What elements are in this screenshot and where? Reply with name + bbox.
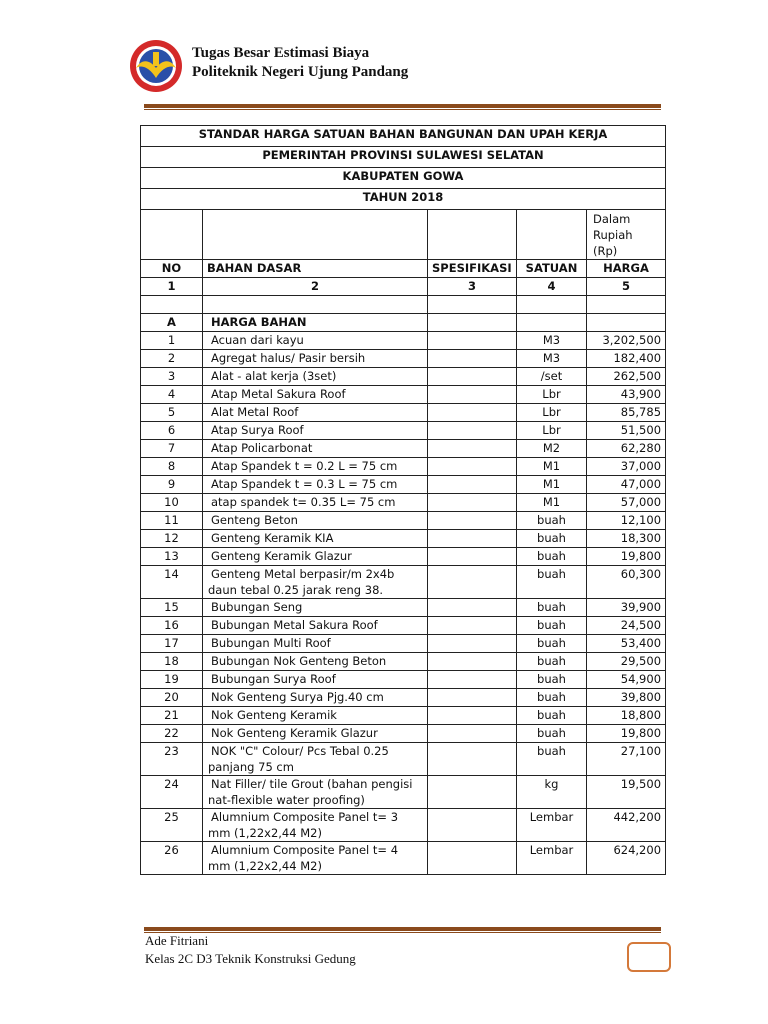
row-material-name: [203, 476, 428, 494]
header-line-1: Tugas Besar Estimasi Biaya: [192, 45, 370, 61]
row-unit: buah: [517, 707, 587, 725]
header-rule: [144, 104, 661, 108]
row-specification: [428, 842, 517, 875]
row-price: 19,800: [587, 725, 666, 743]
material-name-line: nat-flexible water proofing): [208, 793, 365, 807]
table-row: [141, 566, 666, 599]
row-price: 53,400: [587, 635, 666, 653]
material-name-line: Nok Genteng Surya Pjg.40 cm: [211, 690, 384, 704]
col-harga: HARGA: [587, 260, 666, 278]
row-no: 18: [141, 653, 203, 671]
row-unit: M3: [517, 332, 587, 350]
row-unit: buah: [517, 530, 587, 548]
row-no: 1: [141, 332, 203, 350]
row-price: 27,100: [587, 743, 666, 776]
row-unit: M1: [517, 458, 587, 476]
row-no: 3: [141, 368, 203, 386]
material-name-line: Genteng Keramik Glazur: [211, 549, 352, 563]
row-specification: [428, 707, 517, 725]
price-table: [140, 125, 666, 875]
material-name-line: Alumnium Composite Panel t= 3: [211, 810, 399, 824]
document-header: [128, 36, 668, 106]
table-subtitle-regency: KABUPATEN GOWA: [141, 168, 666, 189]
row-specification: [428, 458, 517, 476]
row-unit: buah: [517, 671, 587, 689]
col-number: 4: [517, 278, 587, 296]
row-price: 262,500: [587, 368, 666, 386]
col-number: 5: [587, 278, 666, 296]
table-row: [141, 458, 666, 476]
material-name-line: Atap Spandek t = 0.3 L = 75 cm: [211, 477, 398, 491]
row-price: 85,785: [587, 404, 666, 422]
row-no: 11: [141, 512, 203, 530]
row-unit: kg: [517, 776, 587, 809]
table-title: STANDAR HARGA SATUAN BAHAN BANGUNAN DAN UPAH KERJA: [141, 126, 666, 147]
row-material-name: [203, 386, 428, 404]
polytechnic-emblem-icon: [128, 38, 184, 94]
row-material-name: [203, 671, 428, 689]
table-row: [141, 689, 666, 707]
table-row: [141, 404, 666, 422]
row-price: 62,280: [587, 440, 666, 458]
column-header-row: [141, 260, 666, 278]
row-unit: buah: [517, 566, 587, 599]
row-material-name: [203, 635, 428, 653]
row-specification: [428, 422, 517, 440]
header-rule-thin: [144, 109, 661, 110]
row-material-name: [203, 350, 428, 368]
row-unit: buah: [517, 512, 587, 530]
row-specification: [428, 743, 517, 776]
row-unit: Lbr: [517, 404, 587, 422]
table-row: [141, 842, 666, 875]
row-no: 2: [141, 350, 203, 368]
row-material-name: [203, 368, 428, 386]
row-material-name: [203, 617, 428, 635]
row-specification: [428, 566, 517, 599]
row-no: 20: [141, 689, 203, 707]
row-material-name: [203, 566, 428, 599]
table-row: [141, 512, 666, 530]
row-no: 10: [141, 494, 203, 512]
section-row: [141, 314, 666, 332]
currency-note: Dalam Rupiah (Rp): [587, 210, 666, 260]
row-material-name: [203, 512, 428, 530]
row-price: 47,000: [587, 476, 666, 494]
material-name-line: Alumnium Composite Panel t= 4: [211, 843, 399, 857]
row-material-name: [203, 494, 428, 512]
table-row: [141, 440, 666, 458]
row-material-name: [203, 809, 428, 842]
material-name-line: NOK "C" Colour/ Pcs Tebal 0.25: [211, 744, 389, 758]
material-name-line: Genteng Metal berpasir/m 2x4b: [211, 567, 395, 581]
row-price: 12,100: [587, 512, 666, 530]
row-no: 26: [141, 842, 203, 875]
row-material-name: [203, 530, 428, 548]
col-number: 3: [428, 278, 517, 296]
row-unit: buah: [517, 725, 587, 743]
table-row: [141, 548, 666, 566]
footer-rule: [144, 927, 661, 931]
table-row: [141, 743, 666, 776]
col-bahan-dasar: BAHAN DASAR: [203, 260, 428, 278]
table-row: [141, 776, 666, 809]
row-price: 3,202,500: [587, 332, 666, 350]
row-unit: M2: [517, 440, 587, 458]
row-no: 25: [141, 809, 203, 842]
row-no: 8: [141, 458, 203, 476]
material-name-line: Atap Surya Roof: [211, 423, 304, 437]
table-row: [141, 350, 666, 368]
material-name-line: Atap Metal Sakura Roof: [211, 387, 346, 401]
row-material-name: [203, 689, 428, 707]
material-name-line: Bubungan Seng: [211, 600, 303, 614]
material-name-line: Alat - alat kerja (3set): [211, 369, 337, 383]
section-label: HARGA BAHAN: [203, 314, 428, 332]
row-no: 16: [141, 617, 203, 635]
row-price: 37,000: [587, 458, 666, 476]
header-line-2: Politeknik Negeri Ujung Pandang: [192, 64, 409, 80]
row-price: 19,800: [587, 548, 666, 566]
row-price: 39,900: [587, 599, 666, 617]
row-no: 7: [141, 440, 203, 458]
material-name-line: Genteng Keramik KIA: [211, 531, 334, 545]
row-unit: Lbr: [517, 386, 587, 404]
material-name-line: Bubungan Multi Roof: [211, 636, 331, 650]
row-specification: [428, 476, 517, 494]
material-name-line: mm (1,22x2,44 M2): [208, 826, 322, 840]
row-specification: [428, 689, 517, 707]
table-row: [141, 809, 666, 842]
row-specification: [428, 440, 517, 458]
material-name-line: mm (1,22x2,44 M2): [208, 859, 322, 873]
row-no: 19: [141, 671, 203, 689]
row-material-name: [203, 653, 428, 671]
row-specification: [428, 368, 517, 386]
row-specification: [428, 350, 517, 368]
table-row: [141, 671, 666, 689]
row-unit: M1: [517, 476, 587, 494]
row-specification: [428, 776, 517, 809]
row-specification: [428, 599, 517, 617]
row-material-name: [203, 842, 428, 875]
row-price: 442,200: [587, 809, 666, 842]
row-material-name: [203, 599, 428, 617]
row-specification: [428, 530, 517, 548]
table-row: [141, 653, 666, 671]
table-row: [141, 530, 666, 548]
row-specification: [428, 617, 517, 635]
material-name-line: Bubungan Surya Roof: [211, 672, 336, 686]
row-no: 6: [141, 422, 203, 440]
row-no: 22: [141, 725, 203, 743]
row-price: 18,300: [587, 530, 666, 548]
row-price: 51,500: [587, 422, 666, 440]
material-name-line: Genteng Beton: [211, 513, 298, 527]
footer-class: Kelas 2C D3 Teknik Konstruksi Gedung: [145, 951, 356, 966]
row-price: 19,500: [587, 776, 666, 809]
row-material-name: [203, 332, 428, 350]
row-unit: buah: [517, 653, 587, 671]
row-no: 23: [141, 743, 203, 776]
row-price: 60,300: [587, 566, 666, 599]
table-row: [141, 332, 666, 350]
row-material-name: [203, 548, 428, 566]
document-footer: [145, 932, 356, 968]
row-unit: M1: [517, 494, 587, 512]
row-specification: [428, 512, 517, 530]
table-row: [141, 494, 666, 512]
row-unit: Lbr: [517, 422, 587, 440]
row-specification: [428, 494, 517, 512]
page-number-box: [627, 942, 671, 972]
col-number: 2: [203, 278, 428, 296]
table-row: [141, 707, 666, 725]
table-subtitle-province: PEMERINTAH PROVINSI SULAWESI SELATAN: [141, 147, 666, 168]
row-material-name: [203, 707, 428, 725]
row-no: 21: [141, 707, 203, 725]
row-price: 57,000: [587, 494, 666, 512]
row-price: 39,800: [587, 689, 666, 707]
material-name-line: Acuan dari kayu: [211, 333, 304, 347]
material-name-line: daun tebal 0.25 jarak reng 38.: [208, 583, 384, 597]
row-material-name: [203, 440, 428, 458]
table-row: [141, 725, 666, 743]
row-no: 17: [141, 635, 203, 653]
row-specification: [428, 671, 517, 689]
row-specification: [428, 809, 517, 842]
table-subtitle-year: TAHUN 2018: [141, 189, 666, 210]
row-specification: [428, 653, 517, 671]
row-price: 182,400: [587, 350, 666, 368]
row-unit: buah: [517, 743, 587, 776]
row-specification: [428, 404, 517, 422]
row-price: 29,500: [587, 653, 666, 671]
row-material-name: [203, 404, 428, 422]
table-row: [141, 422, 666, 440]
row-price: 24,500: [587, 617, 666, 635]
table-row: [141, 386, 666, 404]
material-name-line: panjang 75 cm: [208, 760, 294, 774]
footer-author: Ade Fitriani: [145, 933, 209, 948]
table-row: [141, 617, 666, 635]
col-no: NO: [141, 260, 203, 278]
row-specification: [428, 725, 517, 743]
row-price: 54,900: [587, 671, 666, 689]
table-row: [141, 635, 666, 653]
material-name-line: Nat Filler/ tile Grout (bahan pengisi: [211, 777, 413, 791]
row-price: 18,800: [587, 707, 666, 725]
material-name-line: Nok Genteng Keramik Glazur: [211, 726, 378, 740]
material-name-line: Bubungan Nok Genteng Beton: [211, 654, 387, 668]
row-specification: [428, 386, 517, 404]
row-unit: buah: [517, 617, 587, 635]
section-no: A: [141, 314, 203, 332]
row-material-name: [203, 743, 428, 776]
row-no: 9: [141, 476, 203, 494]
row-specification: [428, 635, 517, 653]
col-number: 1: [141, 278, 203, 296]
material-name-line: atap spandek t= 0.35 L= 75 cm: [211, 495, 396, 509]
row-material-name: [203, 422, 428, 440]
row-no: 12: [141, 530, 203, 548]
row-unit: Lembar: [517, 809, 587, 842]
row-specification: [428, 332, 517, 350]
row-price: 624,200: [587, 842, 666, 875]
row-unit: buah: [517, 599, 587, 617]
table-row: [141, 599, 666, 617]
material-name-line: Nok Genteng Keramik: [211, 708, 337, 722]
material-name-line: Atap Policarbonat: [211, 441, 313, 455]
col-satuan: SATUAN: [517, 260, 587, 278]
row-unit: buah: [517, 548, 587, 566]
row-no: 14: [141, 566, 203, 599]
row-material-name: [203, 458, 428, 476]
material-name-line: Bubungan Metal Sakura Roof: [211, 618, 378, 632]
row-material-name: [203, 776, 428, 809]
row-no: 15: [141, 599, 203, 617]
table-row: [141, 476, 666, 494]
row-no: 4: [141, 386, 203, 404]
material-name-line: Alat Metal Roof: [211, 405, 299, 419]
table-row: [141, 368, 666, 386]
row-no: 5: [141, 404, 203, 422]
row-unit: buah: [517, 689, 587, 707]
row-no: 13: [141, 548, 203, 566]
column-number-row: [141, 278, 666, 296]
row-unit: Lembar: [517, 842, 587, 875]
row-no: 24: [141, 776, 203, 809]
material-name-line: Atap Spandek t = 0.2 L = 75 cm: [211, 459, 398, 473]
row-unit: /set: [517, 368, 587, 386]
row-specification: [428, 548, 517, 566]
row-material-name: [203, 725, 428, 743]
row-price: 43,900: [587, 386, 666, 404]
material-name-line: Agregat halus/ Pasir bersih: [211, 351, 366, 365]
row-unit: M3: [517, 350, 587, 368]
row-unit: buah: [517, 635, 587, 653]
col-spesifikasi: SPESIFIKASI: [428, 260, 517, 278]
